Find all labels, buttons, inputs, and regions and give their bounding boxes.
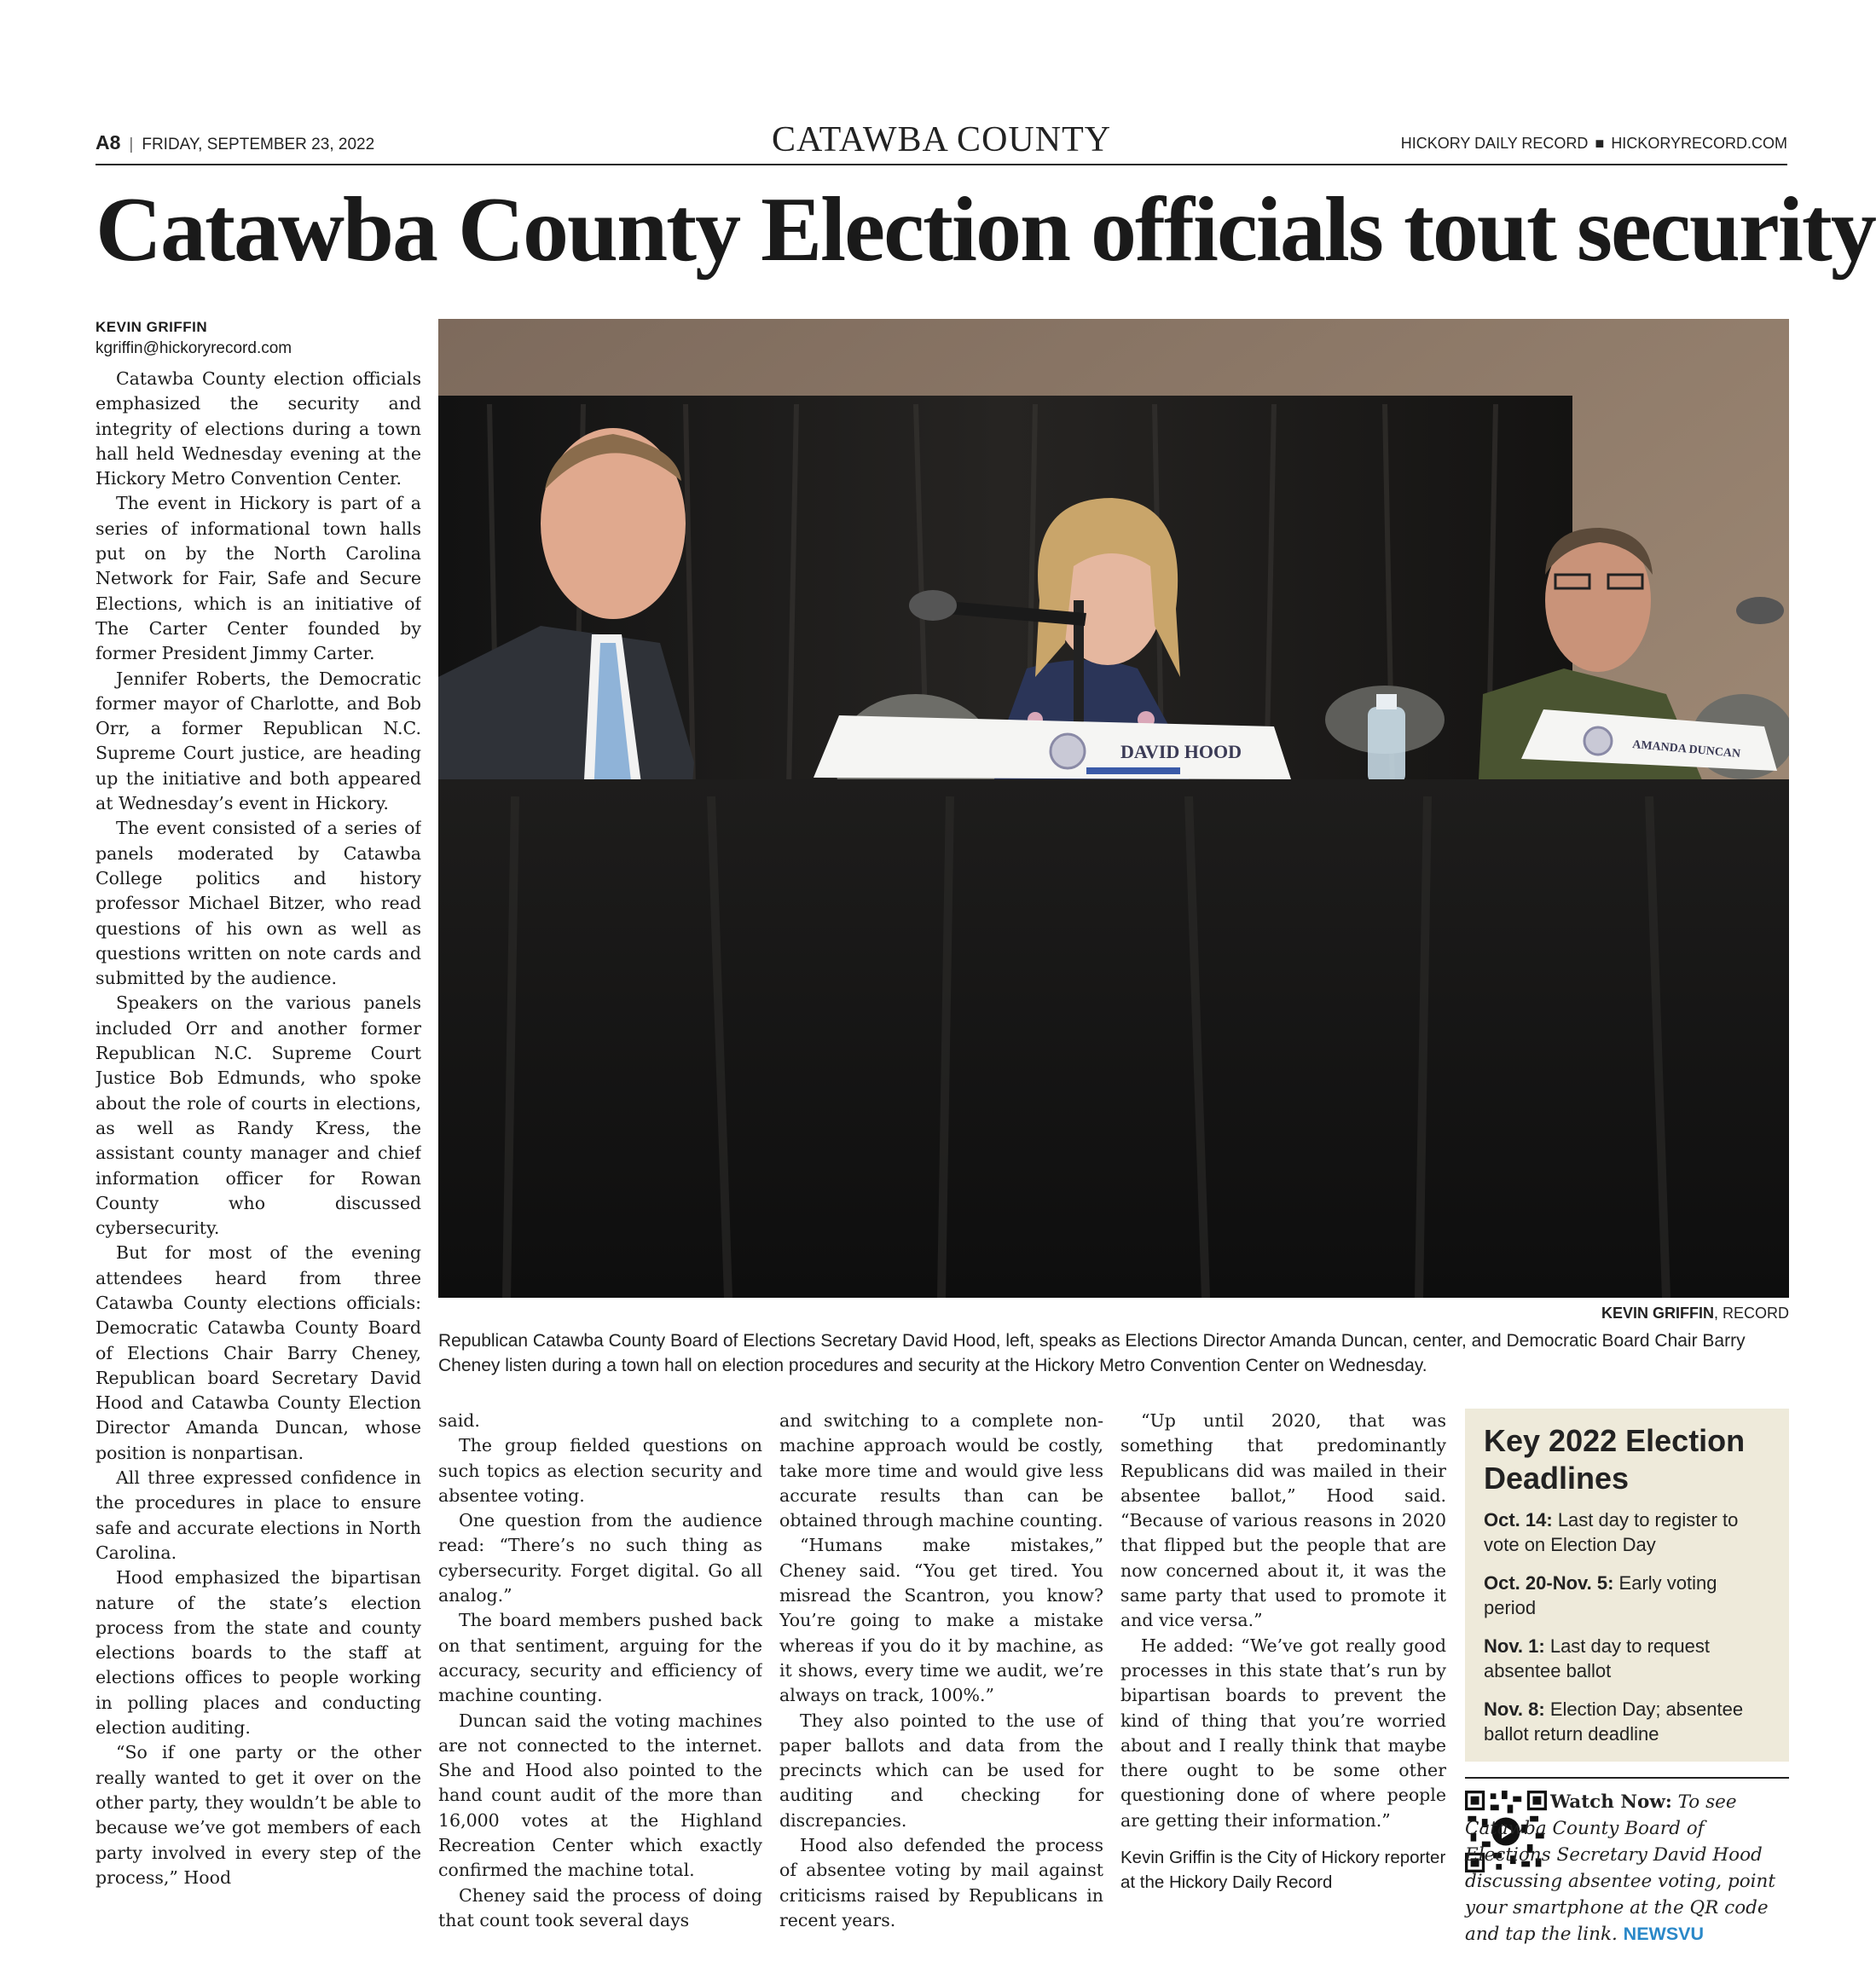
article-paragraph: “Humans make mistakes,” Cheney said. “You get tired. You misread the Scantron, you know? You’re going to make a mistake whereas if you do it by machine, as it shows, every time we audit, we’re always on track, 100%.” <box>779 1535 1103 1706</box>
folio-separator: | <box>129 136 134 153</box>
photo-credit-name: KEVIN GRIFFIN <box>1601 1305 1714 1322</box>
election-deadlines-box <box>1465 1409 1789 1762</box>
deadline-description: Last day to register to vote on Election Day <box>1484 1509 1739 1555</box>
byline <box>96 319 421 358</box>
article-paragraph: He added: “We’ve got really good processes in this state that’s run by bipartisan boards to prevent the kind of thing that you’re worried about and I really think that maybe there ought to be some other questioning done of where people are getting their information.” <box>1120 1635 1446 1831</box>
article-paragraph: They also pointed to the use of paper ballots and data from the precincts which can be used for auditing and checking for discrepancies. <box>779 1710 1103 1831</box>
page-number: A8 <box>96 131 121 153</box>
article-paragraph: The board members pushed back on that sentiment, arguing for the accuracy, security and efficiency of machine counting. <box>438 1610 762 1706</box>
town-hall-photo-illustration <box>438 319 1789 1298</box>
article-paragraph: Duncan said the voting machines are not connected to the internet. She and Hood also pointed to the hand count audit of the more than 16,000 votes at the Highland Recreation Center which exactly confirmed the machine total. <box>438 1710 762 1881</box>
article-paragraph: The group fielded questions on such topics as election security and absentee voting. <box>438 1435 762 1506</box>
article-paragraph: One question from the audience read: “There’s no such thing as cybersecurity. Forget digital. Go all analog.” <box>438 1510 762 1606</box>
deadline-item <box>1484 1571 1770 1620</box>
placard-left-text: DAVID HOOD <box>1120 741 1242 762</box>
deadline-description: Early voting period <box>1484 1572 1717 1618</box>
newsvu-brand: NEWSVU <box>1623 1924 1705 1944</box>
article-paragraph: But for most of the evening attendees heard from three Catawba County elections officials: Democratic Catawba County Board of Elections Chair Barry Cheney, Republican board Secretary David Hood and Catawba County Election Director Amanda Duncan, whose position is nonpartisan. <box>96 1242 421 1463</box>
website: HICKORYRECORD.COM <box>1611 135 1787 152</box>
watch-now-text <box>1465 1789 1791 1947</box>
deadline-date: Oct. 14: <box>1484 1509 1553 1531</box>
photo-caption: Republican Catawba County Board of Elections Secretary David Hood, left, speaks as Elections Director Amanda Duncan, center, and Democratic Board Chair Barry Cheney listen during a town hall on election procedures and security at the Hickory Metro Convention Center on Wednesday. <box>438 1331 1746 1375</box>
article-paragraph: Jennifer Roberts, the Democratic former mayor of Charlotte, and Bob Orr, a former Republican N.C. Supreme Court justice, are heading up the initiative and both appeared at Wednesday’s event in Hickory. <box>96 668 421 814</box>
byline-author: KEVIN GRIFFIN <box>96 319 208 335</box>
sidebar-title: Key 2022 Election Deadlines <box>1484 1423 1746 1496</box>
photo-credit <box>1601 1305 1789 1322</box>
article-paragraph: The event in Hickory is part of a series of informational town halls put on by the North Carolina Network for Fair, Safe and Secure Elections, which is an initiative of The Carter Center founded by former President Jimmy Carter. <box>96 493 421 664</box>
watch-now-promo <box>1465 1777 1789 1975</box>
article-column-1 <box>96 367 421 1978</box>
section-title: CATAWBA COUNTY <box>771 120 1112 159</box>
byline-email[interactable]: kgriffin@hickoryrecord.com <box>96 339 292 357</box>
article-column-3 <box>779 1409 1103 1978</box>
article-paragraph: Hood also defended the process of absentee voting by mail against criticisms raised by Republicans in recent years. <box>779 1835 1103 1930</box>
issue-date: FRIDAY, SEPTEMBER 23, 2022 <box>142 136 375 153</box>
article-paragraph: Catawba County election officials emphasized the security and integrity of elections during a town hall held Wednesday evening at the Hickory Metro Convention Center. <box>96 368 421 489</box>
paper-name: HICKORY DAILY RECORD <box>1400 135 1589 152</box>
watch-now-label: Watch Now: <box>1550 1791 1672 1813</box>
article-paragraph: “Up until 2020, that was something that predominantly Republicans did was mailed in their absentee ballot,” Hood said. “Because of various reasons in 2020 that flipped but the people that are now concerned about it, it was the same party that used to promote it and vice versa.” <box>1120 1410 1446 1631</box>
deadline-date: Oct. 20-Nov. 5: <box>1484 1572 1614 1594</box>
headline: Catawba County Election officials tout security <box>96 179 1875 281</box>
article-paragraph: The event consisted of a series of panels moderated by Catawba College politics and history professor Michael Bitzer, who read questions of his own as well as questions written on note cards and submitted by the audience. <box>96 818 421 989</box>
deadline-date: Nov. 8: <box>1484 1699 1545 1720</box>
article-paragraph: Speakers on the various panels included Orr and another former Republican N.C. Supreme Court Justice Bob Edmunds, who spoke about the role of courts in elections, as well as Randy Kress, the assistant county manager and chief information officer for Rowan County who discussed cybersecurity. <box>96 992 421 1239</box>
article-paragraph: “So if one party or the other really wanted to get it over on the other party, they wouldn’t be able to because we’ve got members of each party involved in every step of the process,” Hood <box>96 1742 421 1888</box>
article-paragraph: said. <box>438 1410 480 1431</box>
photo-credit-org: , RECORD <box>1713 1305 1789 1322</box>
news-photo <box>438 319 1789 1298</box>
deadline-item <box>1484 1508 1770 1557</box>
article-paragraph: Hood emphasized the bipartisan nature of the state’s election process from the state and county elections boards to the staff at elections offices to people working in polling places and conducting election auditing. <box>96 1567 421 1739</box>
deadline-list <box>1484 1508 1770 1746</box>
deadline-description: Election Day; absentee ballot return deadline <box>1484 1699 1744 1745</box>
placard-right-text: AMANDA DUNCAN <box>1631 738 1741 761</box>
deadline-item <box>1484 1697 1770 1746</box>
author-footnote: Kevin Griffin is the City of Hickory reporter at the Hickory Daily Record <box>1120 1848 1446 1893</box>
bullet-icon: ■ <box>1595 135 1605 152</box>
watch-now-description: To see Catawba County Board of Elections Secretary David Hood discussing absentee voting, point your smartphone at the QR code and tap the link. <box>1465 1791 1776 1945</box>
article-column-4 <box>1120 1409 1446 1978</box>
deadline-date: Nov. 1: <box>1484 1635 1545 1657</box>
deadline-description: Last day to request absentee ballot <box>1484 1635 1710 1681</box>
folio-bar <box>96 120 1787 165</box>
folio-right <box>1401 135 1787 153</box>
article-paragraph: All three expressed confidence in the procedures in place to ensure safe and accurate elections in North Carolina. <box>96 1467 421 1563</box>
deadline-item <box>1484 1634 1770 1683</box>
article-paragraph: and switching to a complete non-machine approach would be costly, take more time and would give less accurate results than can be obtained through machine counting. <box>779 1410 1103 1531</box>
article-paragraph: Cheney said the process of doing that count took several days <box>438 1884 762 1930</box>
article-column-2 <box>438 1409 762 1978</box>
